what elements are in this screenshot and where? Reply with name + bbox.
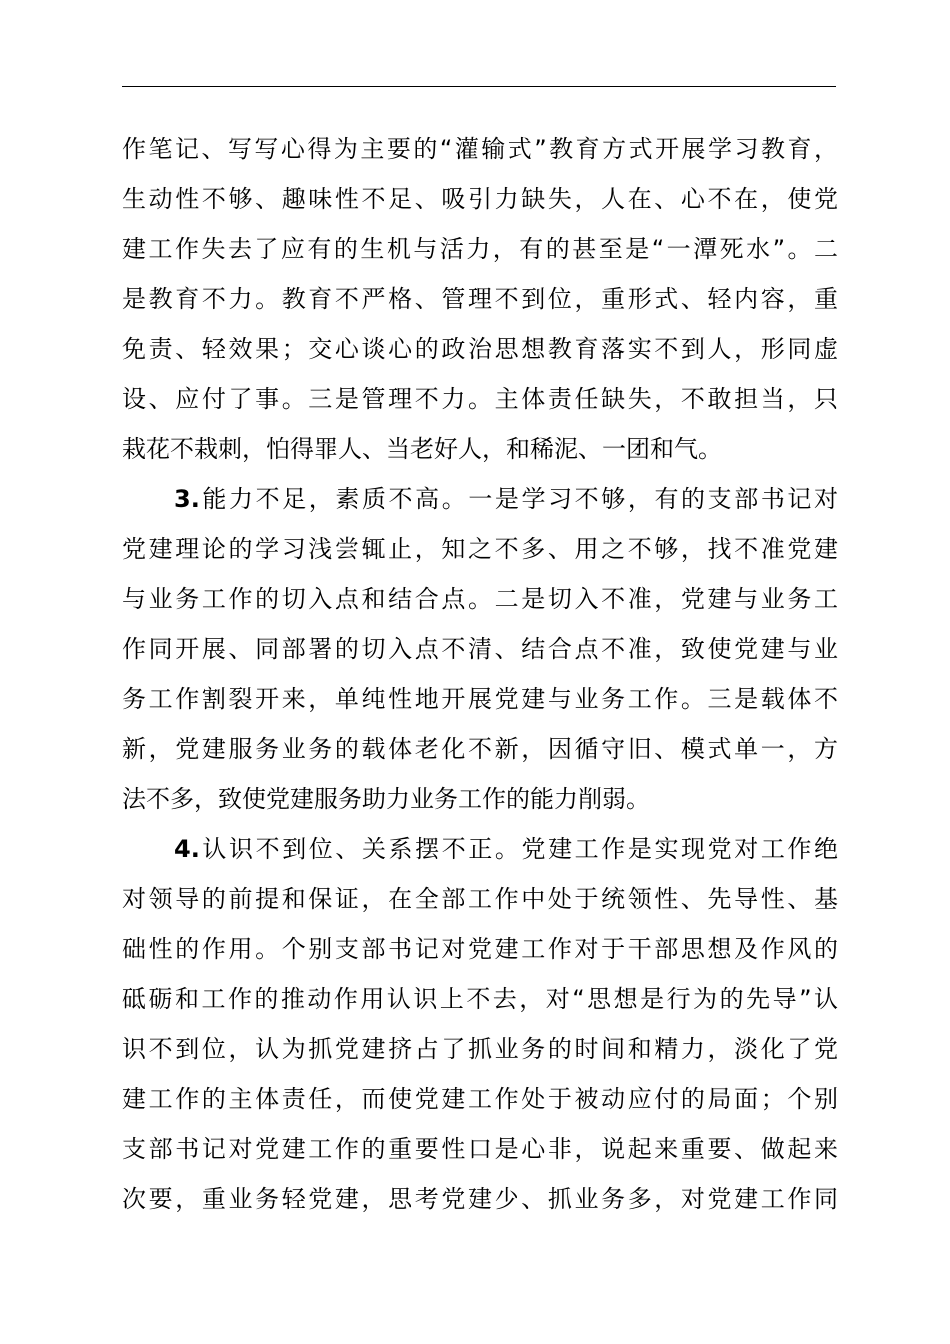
paragraph-number: 3. — [174, 485, 200, 513]
text-line: 础性的作用。个别支部书记对党建工作对于干部思想及作风的 — [122, 935, 838, 963]
text-span: 能力不足，素质不高。一是学习不够，有的支部书记对 — [199, 485, 838, 513]
text-line: 生动性不够、趣味性不足、吸引力缺失，人在、心不在，使党 — [122, 185, 838, 213]
text-line: 党建理论的学习浅尝辄止，知之不多、用之不够，找不准党建 — [122, 535, 838, 563]
text-line: 务工作割裂开来，单纯性地开展党建与业务工作。三是载体不 — [122, 685, 838, 713]
text-line: 作笔记、写写心得为主要的“灌输式”教育方式开展学习教育， — [122, 135, 838, 163]
text-line — [122, 824, 838, 874]
text-line: 免责、轻效果；交心谈心的政治思想教育落实不到人，形同虚 — [122, 335, 838, 363]
text-line: 建工作的主体责任，而使党建工作处于被动应付的局面；个别 — [122, 1085, 838, 1113]
header-rule — [122, 86, 836, 87]
paragraph-2-continuation — [122, 124, 838, 474]
text-line: 新，党建服务业务的载体老化不新，因循守旧、模式单一，方 — [122, 735, 838, 763]
text-line: 识不到位，认为抓党建挤占了抓业务的时间和精力，淡化了党 — [122, 1035, 838, 1063]
text-line: 砥砺和工作的推动作用认识上不去，对“思想是行为的先导”认 — [122, 985, 838, 1013]
text-line: 对领导的前提和保证，在全部工作中处于统领性、先导性、基 — [122, 885, 838, 913]
text-line: 设、应付了事。三是管理不力。主体责任缺失，不敢担当，只 — [122, 385, 838, 413]
text-span: 认识不到位、关系摆不正。党建工作是实现党对工作绝 — [199, 835, 838, 863]
body-text — [122, 124, 838, 1224]
text-line: 栽花不栽刺，怕得罪人、当老好人，和稀泥、一团和气。 — [122, 435, 722, 463]
text-line: 法不多，致使党建服务助力业务工作的能力削弱。 — [122, 785, 650, 813]
text-line: 作同开展、同部署的切入点不清、结合点不准，致使党建与业 — [122, 635, 838, 663]
text-line: 建工作失去了应有的生机与活力，有的甚至是“一潭死水”。二 — [122, 235, 838, 263]
paragraph-3 — [122, 474, 838, 824]
text-line: 是教育不力。教育不严格、管理不到位，重形式、轻内容，重 — [122, 285, 838, 313]
paragraph-number: 4. — [174, 835, 200, 863]
text-line: 次要，重业务轻党建，思考党建少、抓业务多，对党建工作同 — [122, 1185, 838, 1213]
text-line: 与业务工作的切入点和结合点。二是切入不准，党建与业务工 — [122, 585, 838, 613]
paragraph-4 — [122, 824, 838, 1224]
text-line: 支部书记对党建工作的重要性口是心非，说起来重要、做起来 — [122, 1135, 838, 1163]
text-line — [122, 474, 838, 524]
